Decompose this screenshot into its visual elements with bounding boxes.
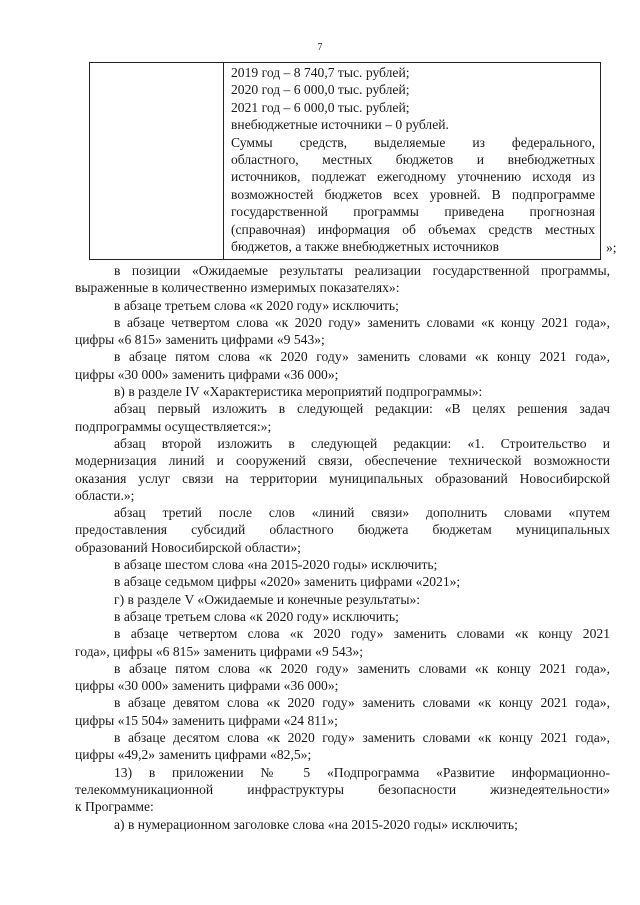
paragraph-line: области.»; [75,487,135,503]
table-line: бюджетов, а также внебюджетных источников [231,239,499,255]
paragraph [75,625,610,660]
table-line: государственной программы приведена прогнозная [231,204,595,220]
paragraph [75,816,610,833]
table-column-divider [223,63,224,259]
paragraph-line: в абзаце четвертом слова «к 2020 году» заменить словами «к концу 2021 года», [114,314,610,330]
paragraph-line: а) в нумерационном заголовке слова «на 2015-2020 годы» исключить; [114,816,518,832]
paragraph-line: цифры «30 000» заменить цифрами «36 000»; [75,678,339,694]
table-line: возможностей бюджетов всех уровней. В подпрограмме [231,186,595,202]
paragraph [75,435,610,504]
table-line: источников, подлежат ежегодному уточнению исходя из [231,169,595,185]
paragraph-line: в позиции «Ожидаемые результаты реализации государственной программы, [114,263,610,278]
paragraph-line: абзац третий после слов «линий связи» дополнить словами «путем [114,505,610,521]
table-cell-financing [231,64,595,255]
page-number: 7 [317,42,323,53]
paragraph-line: в) в разделе IV «Характеристика мероприятий подпрограммы»: [114,384,483,400]
document-body [75,262,610,833]
paragraph [75,504,610,556]
paragraph-line: оказания услуг связи на территории муниципальных образований Новосибирской [75,470,610,486]
paragraph-line: цифры «6 815» заменить цифрами «9 543»; [75,332,325,348]
table-line: Суммы средств, выделяемые из федерального, [231,134,595,150]
table-line: 2019 год – 8 740,7 тыс. рублей; [231,65,410,80]
paragraph [75,262,610,297]
paragraph-line: в абзаце пятом слова «к 2020 году» заменить словами «к концу 2021 года», [114,349,610,365]
paragraph [75,297,610,314]
paragraph-line: модернизация линий и сооружений связи, обеспечение технической возможности [75,453,610,469]
paragraph-line: в абзаце шестом слова «на 2015-2020 годы» исключить; [114,557,438,573]
paragraph [75,383,610,400]
paragraph-line: телекоммуникационной инфраструктуры безопасности жизнедеятельности» [75,781,610,797]
paragraph-line: цифры «15 504» заменить цифрами «24 811»; [75,712,338,728]
paragraph-line: выраженные в количественно измеримых показателях»: [75,280,400,296]
paragraph [75,764,610,816]
paragraph-line: в абзаце третьем слова «к 2020 году» исключить; [114,608,399,624]
paragraph [75,660,610,695]
paragraph [75,591,610,608]
paragraph-line: к Программе: [75,799,154,815]
paragraph-line: цифры «49,2» заменить цифрами «82,5»; [75,747,312,763]
financing-table [89,62,601,260]
paragraph-line: предоставления субсидий областного бюджета бюджетам муниципальных [75,522,610,538]
paragraph-line: абзац первый изложить в следующей редакции: «В целях решения задач [114,401,610,417]
paragraph-line: г) в разделе V «Ожидаемые и конечные результаты»: [114,591,421,607]
closing-quote: »; [606,240,617,255]
paragraph-line: 13) в приложении № 5 «Подпрограмма «Развитие информационно- [114,764,610,780]
paragraph-line: подпрограммы осуществляется:»; [75,418,272,434]
paragraph [75,556,610,573]
paragraph [75,608,610,625]
paragraph-line: образований Новосибирской области»; [75,539,301,555]
table-line: внебюджетные источники – 0 рублей. [231,117,449,133]
paragraph [75,400,610,435]
paragraph-line: в абзаце десятом слова «к 2020 году» заменить словами «к концу 2021 года», [114,730,610,746]
paragraph-line: цифры «30 000» заменить цифрами «36 000»; [75,366,339,382]
paragraph-line: в абзаце третьем слова «к 2020 году» исключить; [114,297,399,313]
table-line: областного, местных бюджетов и внебюджетных [231,152,595,168]
paragraph-line: в абзаце пятом слова «к 2020 году» заменить словами «к концу 2021 года», [114,660,610,676]
table-line: 2020 год – 6 000,0 тыс. рублей; [231,82,410,98]
paragraph-line: в абзаце четвертом слова «к 2020 году» заменить словами «к концу 2021 [114,626,610,642]
paragraph-line: в абзаце седьмом цифры «2020» заменить цифрами «2021»; [114,574,461,590]
paragraph [75,314,610,349]
paragraph [75,573,610,590]
paragraph-line: года», цифры «6 815» заменить цифрами «9 543»; [75,643,363,659]
paragraph-line: абзац второй изложить в следующей редакции: «1. Строительство и [114,435,610,451]
paragraph [75,348,610,383]
table-line: 2021 год – 6 000,0 тыс. рублей; [231,99,410,115]
paragraph [75,694,610,729]
paragraph [75,729,610,764]
paragraph-line: в абзаце девятом слова «к 2020 году» заменить словами «к концу 2021 года», [114,695,610,711]
table-line: (справочная) информация об объемах средств местных [231,221,595,237]
